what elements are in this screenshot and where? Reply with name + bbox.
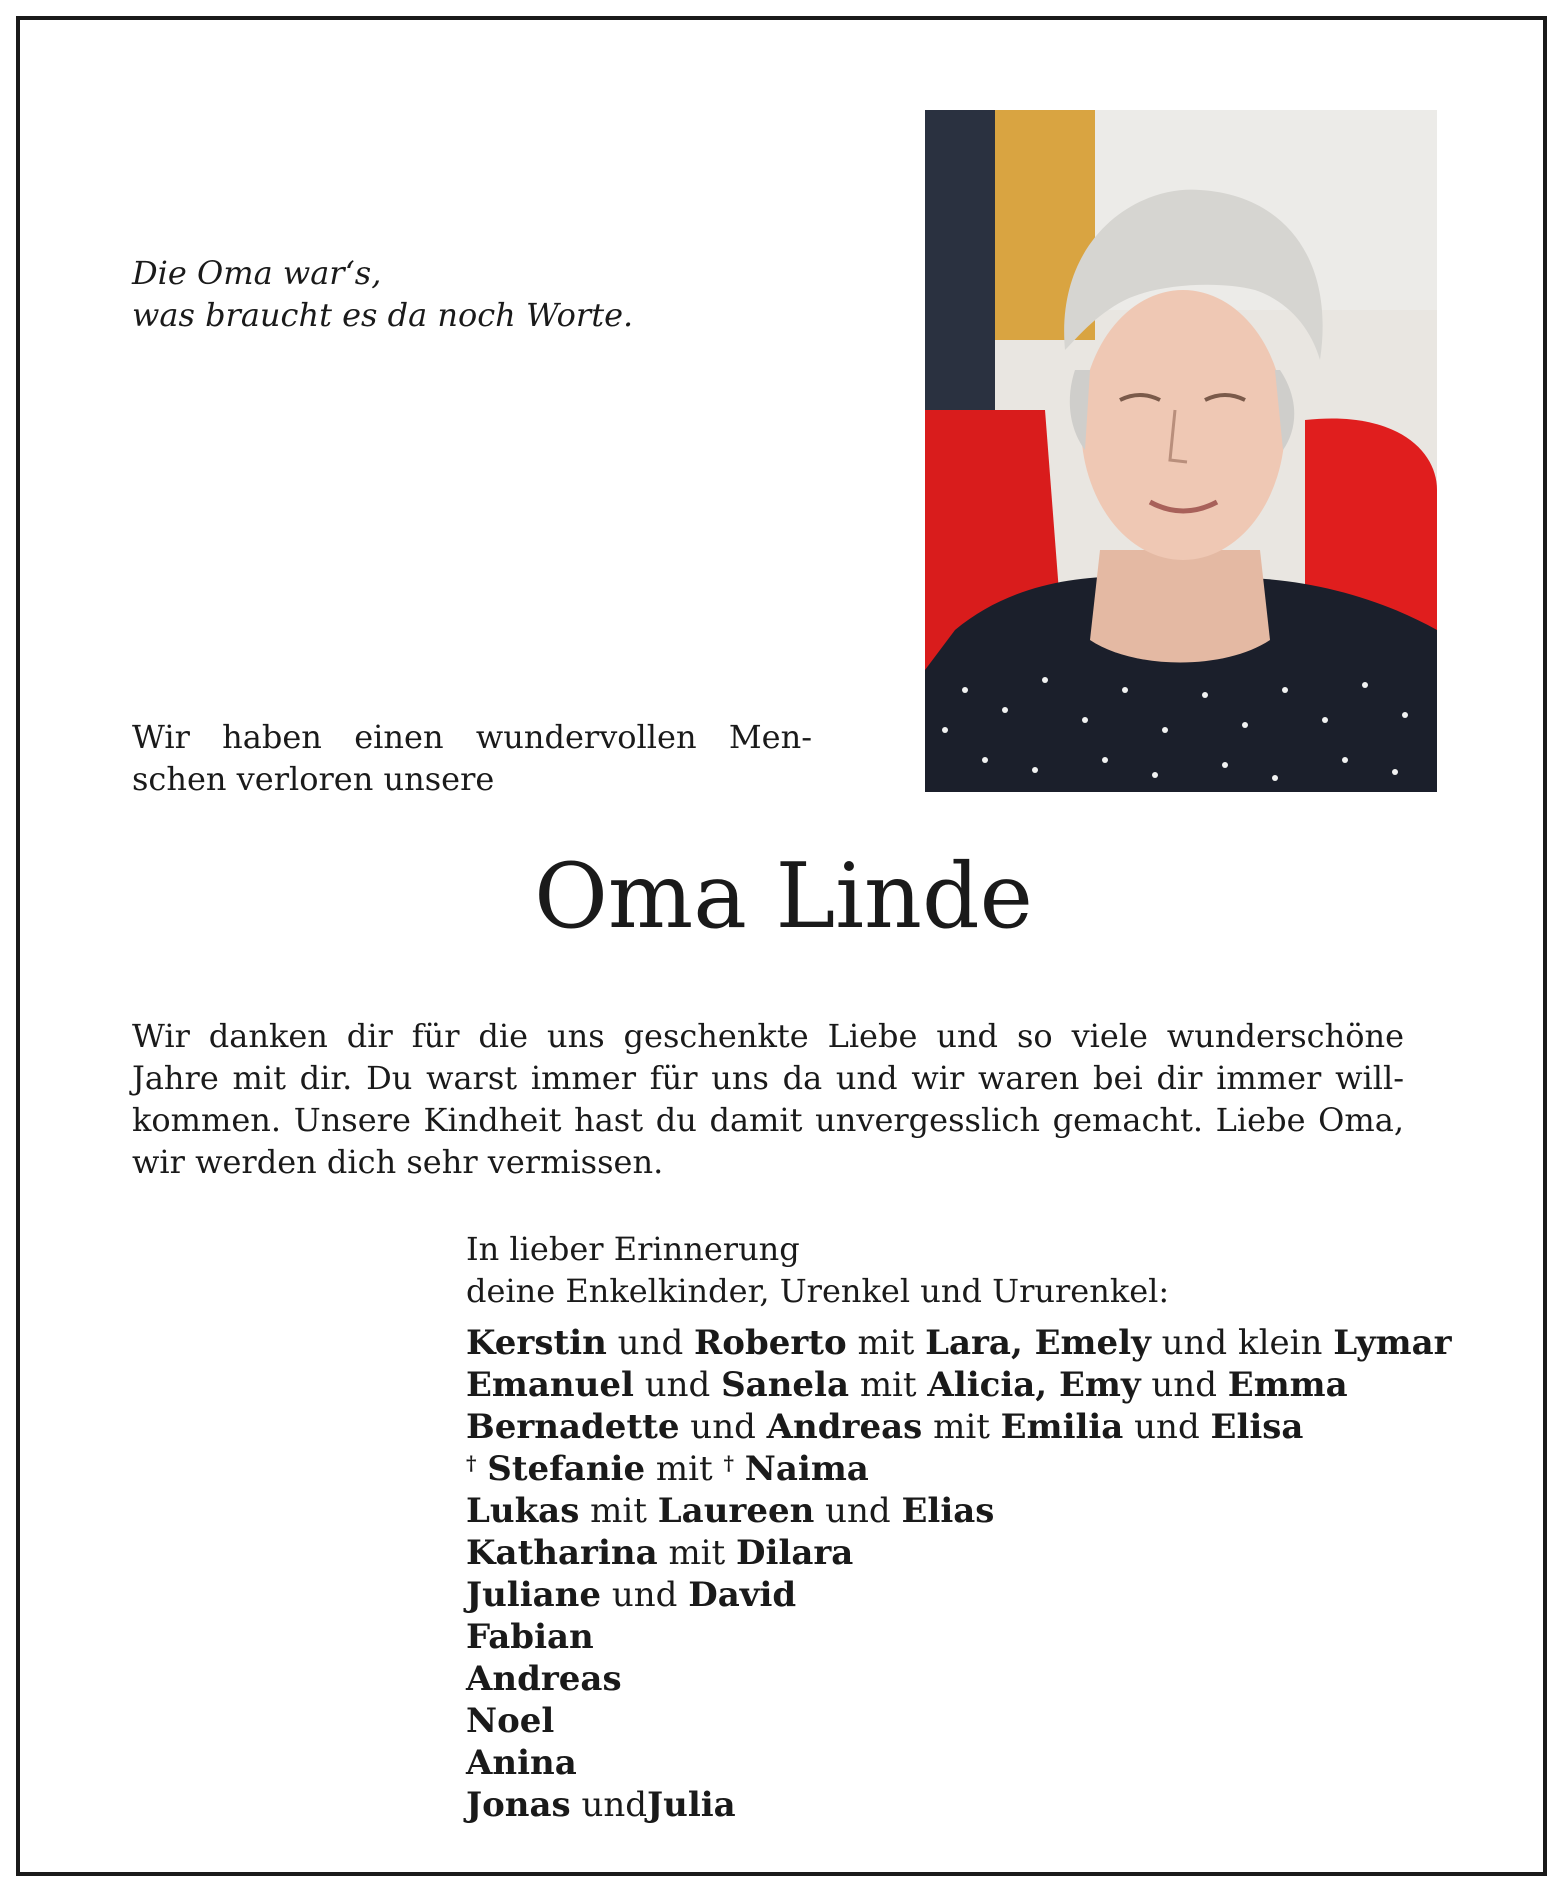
connector: und	[825, 1491, 891, 1531]
family-name: Julia	[647, 1785, 736, 1825]
family-name: Jonas	[466, 1785, 571, 1825]
family-name: Sanela	[721, 1365, 849, 1405]
cross-icon: †	[466, 1451, 477, 1475]
cross-icon: †	[723, 1451, 734, 1475]
portrait-photo	[925, 110, 1437, 792]
connector: und	[644, 1365, 711, 1405]
family-name: Lara, Emely	[925, 1323, 1151, 1363]
connector: und	[690, 1407, 756, 1447]
family-row	[466, 1532, 1426, 1574]
thanks-line-3: kommen. Unsere Kindheit hast du damit unvergesslich gemacht. Liebe Oma,	[132, 1101, 1404, 1139]
family-row	[466, 1322, 1452, 1364]
family-row	[466, 1448, 1426, 1490]
thanks-line-1: Wir danken dir für die uns geschenkte Liebe und so viele wunderschöne	[132, 1017, 1404, 1055]
family-list	[466, 1322, 1452, 1826]
connector: und klein	[1161, 1323, 1323, 1363]
deceased-name: Oma Linde	[534, 844, 1033, 949]
thanks-paragraph	[132, 1015, 1404, 1183]
family-name: Emanuel	[466, 1365, 634, 1405]
family-name: Kerstin	[466, 1323, 607, 1363]
family-name: Fabian	[466, 1617, 594, 1657]
family-row	[466, 1742, 1426, 1784]
family-name: Emilia	[1000, 1407, 1124, 1447]
connector: und	[617, 1323, 684, 1363]
family-name: Elias	[901, 1491, 995, 1531]
memorial-quote	[132, 252, 752, 336]
family-name: Andreas	[466, 1659, 622, 1699]
intro-line-1: Wir haben einen wundervollen Men-	[132, 718, 812, 756]
family-row	[466, 1490, 1426, 1532]
family-name: Stefanie	[487, 1449, 646, 1489]
family-name: Lymar	[1333, 1323, 1452, 1363]
connector: mit	[655, 1449, 713, 1489]
family-name: David	[688, 1575, 797, 1615]
intro-line-2: schen verloren unsere	[132, 760, 495, 798]
family-name: Roberto	[694, 1323, 847, 1363]
family-name: Naima	[744, 1449, 869, 1489]
connector: mit	[857, 1323, 915, 1363]
thanks-line-4: wir werden dich sehr vermissen.	[132, 1143, 664, 1181]
family-row	[466, 1700, 1426, 1742]
memory-heading	[466, 1228, 1426, 1312]
family-row	[466, 1406, 1426, 1448]
family-name: Katharina	[466, 1533, 658, 1573]
family-row	[466, 1364, 1426, 1406]
family-name: Dilara	[736, 1533, 854, 1573]
family-name: Lukas	[466, 1491, 580, 1531]
connector: mit	[859, 1365, 917, 1405]
quote-line-2: was braucht es da noch Worte.	[132, 296, 634, 334]
family-name: Emma	[1227, 1365, 1348, 1405]
family-name: Alicia, Emy	[927, 1365, 1141, 1405]
connector: und	[1134, 1407, 1200, 1447]
family-row	[466, 1784, 1426, 1826]
family-row	[466, 1574, 1426, 1616]
family-name: Andreas	[766, 1407, 923, 1447]
thanks-line-2: Jahre mit dir. Du warst immer für uns da und wir waren bei dir immer will-	[132, 1059, 1404, 1097]
family-name: Juliane	[466, 1575, 602, 1615]
intro-text	[132, 716, 812, 800]
connector: und	[1151, 1365, 1217, 1405]
family-row	[466, 1616, 1426, 1658]
connector: mit	[590, 1491, 647, 1531]
family-name: Noel	[466, 1701, 555, 1741]
family-name: Elisa	[1210, 1407, 1304, 1447]
memory-line-2: deine Enkelkinder, Urenkel und Ururenkel:	[466, 1272, 1170, 1310]
connector: und	[581, 1785, 648, 1825]
connector: mit	[933, 1407, 990, 1447]
family-row	[466, 1658, 1426, 1700]
quote-line-1: Die Oma war‘s,	[132, 254, 382, 292]
memory-line-1: In lieber Erinnerung	[466, 1230, 800, 1268]
family-name: Bernadette	[466, 1407, 680, 1447]
family-name: Laureen	[657, 1491, 815, 1531]
portrait-illustration	[925, 110, 1437, 792]
connector: und	[611, 1575, 678, 1615]
connector: mit	[668, 1533, 726, 1573]
family-name: Anina	[466, 1743, 577, 1783]
